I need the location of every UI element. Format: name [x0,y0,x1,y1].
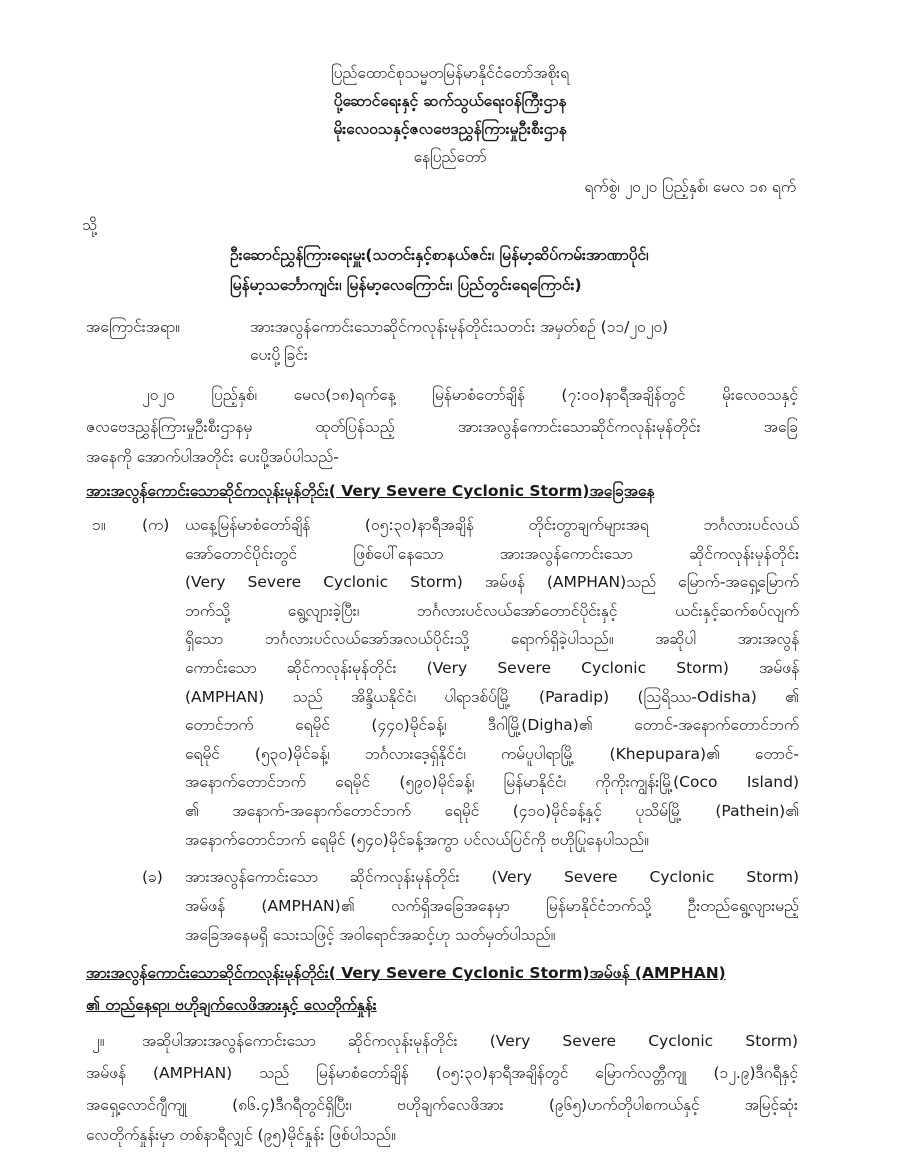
section-1b-line-1: အားအလွန်ကောင်းသော ဆိုင်ကလုန်းမုန်တိုင်း (Very Severe Cyclonic Storm) [185,868,799,886]
section-1a-line-9: ရေမိုင် (၅၃၀)မိုင်ခန့်၊ ဘင်္ဂလားဒေ့ရှ်နိုင်ငံ၊ ကမ်ပူပါရာမြို့ (Khepupara)၏ တောင်- [185,744,799,763]
section-1a-line-10: အနောက်တောင်ဘက် ရေမိုင် (၅၉၀)မိုင်ခန့်၊ မြန်မာနိုင်ငံ၊ ကိုကိုးကျွန်းမြို့(Coco Island) [185,773,799,792]
section-2-number: ၂။ [92,1032,105,1050]
section-1a-line-6: ကောင်းသော ဆိုင်ကလုန်းမုန်တိုင်း (Very Severe Cyclonic Storm) အမ်ဖန် [185,659,799,677]
header-ministry: ပို့ဆောင်ရေးနှင့် ဆက်သွယ်ရေးဝန်ကြီးဌာန [333,92,567,110]
section-heading-location-line-1: အားအလွန်ကောင်းသောဆိုင်ကလုန်းမုန်တိုင်း( Very Severe Cyclonic Storm)အမ်ဖန် (AMPHAN) [86,964,726,982]
section-1a-line-12: အနောက်တောင်ဘက် ရေမိုင် (၅၄၀)မိုင်ခန့်အကွာ ပင်လယ်ပြင်ကို ဗဟိုပြုနေပါသည်။ [185,830,649,849]
intro-line-3: အနေကို အောက်ပါအတိုင်း ပေးပို့အပ်ပါသည်- [86,448,339,466]
section-1a-line-7: (AMPHAN) သည် အိန္ဒိယနိုင်ငံ၊ ပါရာဒစ်ပ်မြို့ (Paradip) (ဩရိဿ-Odisha) ၏ [185,687,799,706]
recipient-line-2: မြန်မာ့သင်္ဘောကျင်း၊ မြန်မာ့လေကြောင်း၊ ပြည်တွင်းရေကြောင်း) [230,276,582,294]
header-city: နေပြည်တော် [413,148,487,166]
to-label: သို့ [82,216,97,234]
section-2-line-4: လေတိုက်နှုန်းမှာ တစ်နာရီလျှင် (၉၅)မိုင်နှုန်း ဖြစ်ပါသည်။ [86,1126,396,1144]
header-government: ပြည်ထောင်စုသမ္မတမြန်မာနိုင်ငံတော်အစိုးရ [330,64,570,82]
section-heading-location-line-2: ၏ တည်နေရာ၊ ဗဟိုချက်လေဖိအားနှင့် လေတိုက်နှုန်း [86,996,377,1014]
subject-line-2: ပေးပို့ခြင်း [250,346,308,364]
document-date: ရက်စွဲ၊ ၂၀၂၀ ပြည့်နှစ်၊ မေလ ၁၈ ရက် [584,178,796,196]
section-1a-line-8: တောင်ဘက် ရေမိုင် (၄၄၀)မိုင်ခန့်၊ ဒီဂါမြို့(Digha)၏ တောင်-အနောက်တောင်ဘက် [185,716,799,735]
intro-line-1: ၂၀၂၀ ပြည့်နှစ်၊ မေလ(၁၈)ရက်နေ့ မြန်မာစံတော်ချိန် (၇:၀၀)နာရီအချိန်တွင် မိုးလေဝသနှင့် [142,386,798,404]
section-1b-line-2: အမ်ဖန် (AMPHAN)၏ လက်ရှိအခြေအနေမှာ မြန်မာနိုင်ငံဘက်သို့ ဦးတည်ရွေ့လျားမည့် [185,897,799,915]
section-2-line-2: အမ်ဖန် (AMPHAN) သည် မြန်မာစံတော်ချိန် (၀၅:၃၀)နာရီအချိန်တွင် မြောက်လတ္တီကျု (၁၂.၉)ဒီဂရီနှင့် [86,1064,798,1082]
header-department: မိုးလေဝသနှင့်ဇလဗေဒညွှန်ကြားမှုဦးစီးဌာန [333,120,567,138]
section-1a-line-4: ဘက်သို့ ရွေ့လျားခဲ့ပြီး၊ ဘင်္ဂလားပင်လယ်အော်တောင်ပိုင်းနှင့် ယင်းနှင့်ဆက်စပ်လျက် [185,601,799,620]
section-1a-line-1: ယနေ့မြန်မာစံတော်ချိန် (၀၅:၃၀)နာရီအချိန် တိုင်းတွာချက်များအရ ဘင်္ဂလားပင်လယ် [185,516,799,534]
section-2-line-3: အရှေ့လောင်ဂျီကျု (၈၆.၄)ဒီဂရီတွင်ရှိပြီး၊ ဗဟိုချက်လေဖိအား (၉၆၅)ဟက်တိုပါစကယ်နှင့် အမြင့်ဆုံး [86,1096,798,1114]
section-1a-line-2: အော်တောင်ပိုင်းတွင် ဖြစ်ပေါ်နေသော အားအလွန်ကောင်းသော ဆိုင်ကလုန်းမုန်တိုင်း [185,544,799,563]
section-2-line-1: အဆိုပါအားအလွန်ကောင်းသော ဆိုင်ကလုန်းမုန်တိုင်း (Very Severe Cyclonic Storm) [142,1032,798,1050]
section-1b-line-3: အခြေအနေမရှိ သေးသဖြင့် အဝါရောင်အဆင့်ဟု သတ်မှတ်ပါသည်။ [185,926,556,944]
section-1a-label: (က) [142,516,170,534]
subject-label: အကြောင်းအရာ။ [86,318,180,336]
subject-line-1: အားအလွန်ကောင်းသောဆိုင်ကလုန်းမုန်တိုင်းသတင်း အမှတ်စဉ် (၁၁/၂၀၂၀) [250,318,669,336]
intro-line-2: ဇလဗေဒညွှန်ကြားမှုဦးစီးဌာနမှ ထုတ်ပြန်သည့် အားအလွန်ကောင်းသောဆိုင်ကလုန်းမုန်တိုင်း အခြေ [86,418,798,436]
section-1a-line-11: ၏ အနောက်-အနောက်တောင်ဘက် ရေမိုင် (၄၁၀)မိုင်ခန့်နှင့် ပုသိမ်မြို့ (Pathein)၏ [185,802,799,820]
section-1-number: ၁။ [92,516,106,534]
section-heading-storm-status: အားအလွန်ကောင်းသောဆိုင်ကလုန်းမုန်တိုင်း( Very Severe Cyclonic Storm)အခြေအနေ [86,482,655,500]
recipient-line-1: ဦးဆောင်ညွှန်ကြားရေးမှူး(သတင်းနှင့်စာနယ်ဇင်း၊ မြန်မာ့ဆိပ်ကမ်းအာဏာပိုင်၊ [230,246,649,264]
section-1a-line-3: (Very Severe Cyclonic Storm) အမ်ဖန် (AMPHAN)သည် မြောက်-အရှေ့မြောက် [185,573,799,592]
section-1b-label: (ခ) [142,868,163,886]
section-1a-line-5: ရှိသော ဘင်္ဂလားပင်လယ်အော်အလယ်ပိုင်းသို့ ရောက်ရှိခဲ့ပါသည်။ အဆိုပါ အားအလွန် [185,630,799,649]
